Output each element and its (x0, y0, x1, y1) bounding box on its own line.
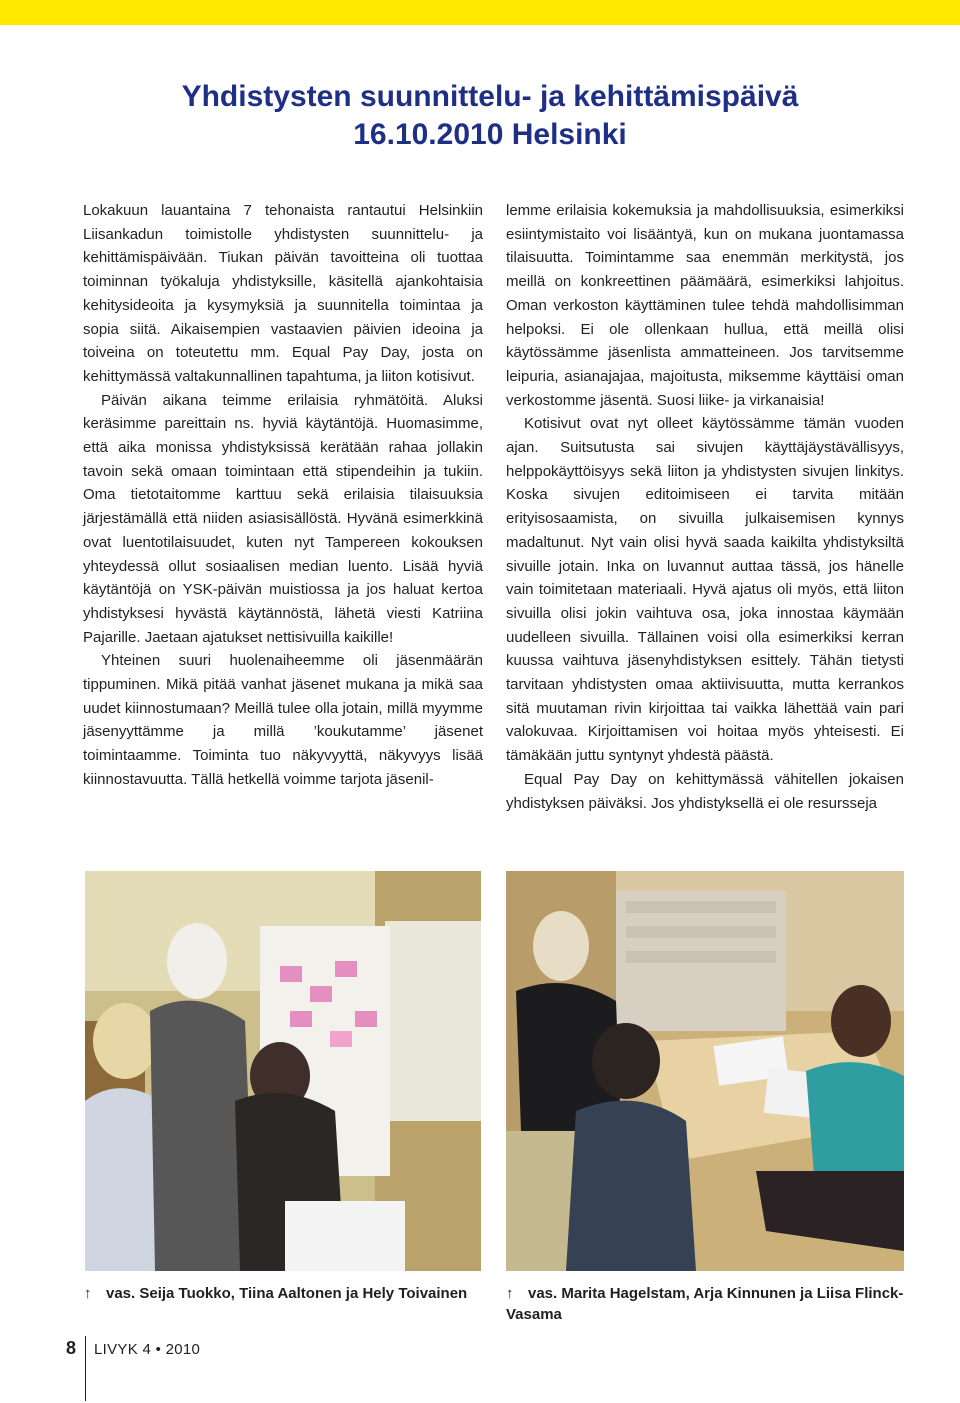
caption-text: vas. Seija Tuokko, Tiina Aaltonen ja Hely Toivainen (106, 1285, 468, 1302)
caption-text: vas. Marita Hagelstam, Arja Kinnunen ja Liisa Flinck-Vasama (506, 1285, 904, 1323)
paragraph: Yhteinen suuri huolenaiheemme oli jäsenmäärän tippuminen. Mikä pitää vanhat jäsenet mukana ja mikä saa uudet kiinnostumaan? Meillä tulee olla jotain, millä myymme jäsenyyttämme ja millä ’koukutamme’ jäsenet toimintaamme. Toiminta tuo näkyvyyttä, näkyvyys lisää kiinnostavuutta. Tällä hetkellä voimme tarjota jäsenil- (83, 652, 483, 788)
page-number: 8 (66, 1338, 77, 1358)
left-text-column (83, 199, 483, 792)
right-text-column (506, 199, 904, 815)
arrow-up-icon: ↑ (506, 1285, 514, 1302)
paragraph: Equal Pay Day on kehittymässä vähitellen jokaisen yhdistyksen päiväksi. Jos yhdistyksellä ei ole resursseja (506, 770, 904, 812)
article-title: Yhdistysten suunnittelu- ja kehittämispäivä (181, 80, 799, 113)
arrow-up-icon: ↑ (84, 1285, 92, 1302)
photo-workshop-table (506, 871, 904, 1271)
top-color-bar (0, 0, 960, 25)
footer-divider (85, 1336, 86, 1401)
paragraph: Kotisivut ovat nyt olleet käytössämme tämän vuoden ajan. Suitsutusta sai sivujen käyttäjäystävällisyys, helppokäyttöisyys sekä liiton ja yhdistysten sivujen linkitys. Koska sivujen editoimiseen ei tarvita mitään erityisosaamista, on sivuilla julkaisemisen kynnys madaltunut. Nyt vain olisi hyvä saada kaikilta yhdistyksiltä sivuille jotain. Inka on luvannut auttaa tässä, jos hänelle vain toimitetaan materiaali. Hyvä ajatus oli myös, että liiton sivuilla olisi jokin vaihtuva osa, joka innostaa käymään uudelleen sivuilla. Tällainen voisi olla esimerkiksi kerran kuussa vaihtuva jäsenyhdistyksen esittely. Tähän tietysti tarvitaan yhdistysten omaa aktiivisuutta, mutta kerrankos sitä muutaman rivin kirjoittaa tai vaikka lähettää vain pari valokuvaa. Kirjoittamisen voi hoitaa myös yhteisesti. Ei tämäkään juttu syntynyt yhdestä päästä. (506, 415, 904, 765)
paragraph: Lokakuun lauantaina 7 tehonaista rantautui Helsinkiin Liisankadun toimistolle yhdistysten suunnittelu- ja kehittämispäivään. Tiukan päivän tavoitteina oli tuottaa toiminnan työkaluja yhdistyksille, käsitellä ajankohtaisia kehitysideoita ja kysymyksiä ja suunnitella toimintaa ja sopia siitä. Aikaisempien vastaavien päivien ideoina ja toiveina on toteutettu mm. Equal Pay Day, josta on kehittymässä valtakunnallinen tapahtuma, ja liiton kotisivut. (83, 202, 483, 385)
photo-caption-left (84, 1283, 484, 1304)
photo-workshop-flipchart (85, 871, 481, 1271)
paragraph: lemme erilaisia kokemuksia ja mahdollisuuksia, esimerkiksi esiintymistaito voi lisääntyä, kun on mukana juontamassa tilaisuutta. Toimintamme saa enemmän merkitystä, jos meillä on konkreettinen päämäärä, esimerkiksi lahjoitus. Oman verkoston käyttäminen tulee tehdä mahdollisimman helpoksi. Ei ole ollenkaan hullua, että meillä olisi käytössämme jäsenlista ammatteineen. Jos tarvitsemme leipuria, asianajajaa, majoitusta, miksemme käyttäisi oman verkostomme jäsentä. Suosi liike- ja virkanaisia! (506, 202, 904, 409)
article-title-date: 16.10.2010 Helsinki (353, 118, 627, 151)
publication-info: LIVYK 4 • 2010 (94, 1341, 201, 1358)
paragraph: Päivän aikana teimme erilaisia ryhmätöitä. Aluksi keräsimme pareittain ns. hyviä käytäntöjä. Huomasimme, että aika monissa yhdistyksissä kerätään rahaa jollakin tavoin sekä omaan toimintaan että stipendeihin ja tukiin. Oma tietotaitomme karttuu sekä erilaisia tilaisuuksia järjestämällä että niiden asiasisällöstä. Hyvänä esimerkkinä ovat luentotilaisuudet, kuten nyt Tampereen kokouksen yhteydessä ollut sosiaalisen median luento. Lisää hyviä käytäntöjä on YSK-päivän muistiossa ja jos haluat kertoa yhdistyksesi hyvästä käytännöstä, lähetä viesti Katriina Pajarille. Jaetaan ajatukset nettisivuilla kaikille! (83, 391, 483, 646)
photo-caption-right (506, 1283, 906, 1325)
